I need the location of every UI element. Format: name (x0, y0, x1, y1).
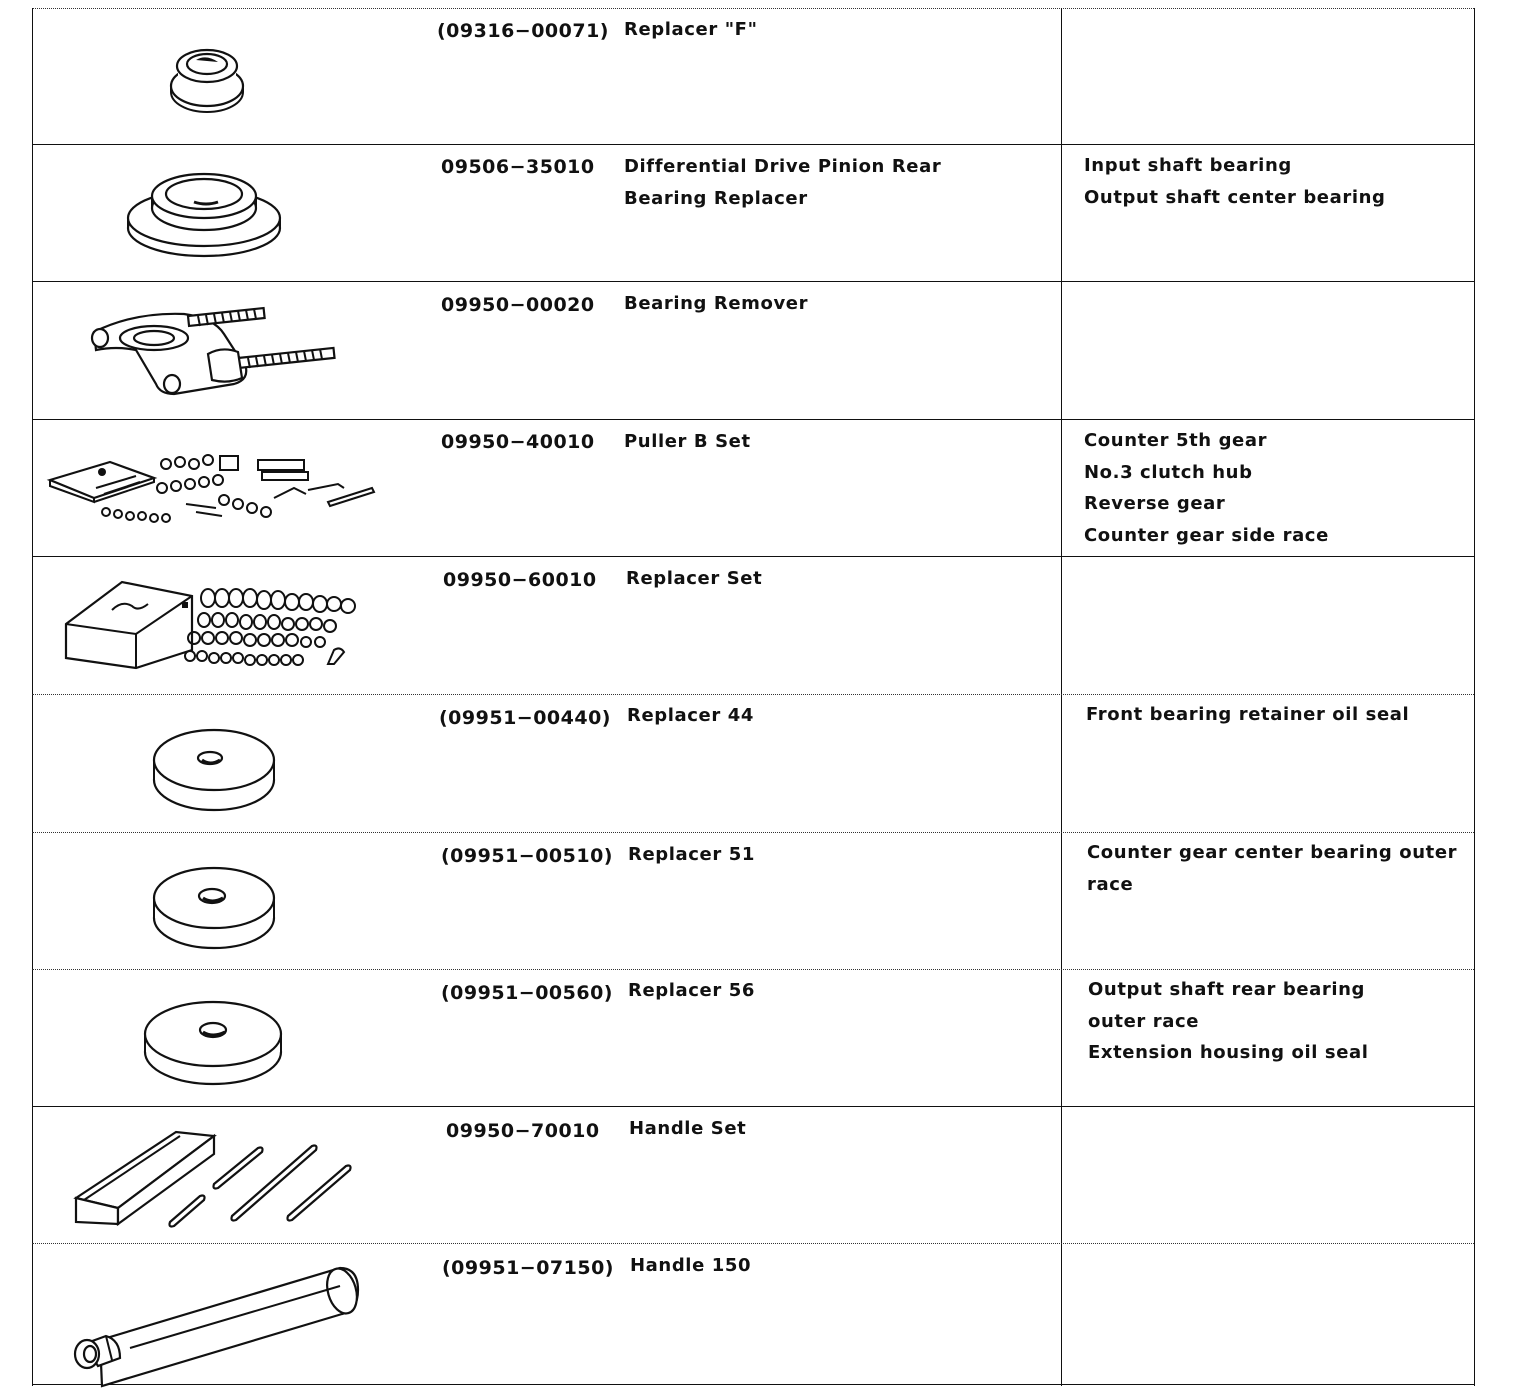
replacer-44-icon (152, 722, 278, 818)
replacer-51-icon (152, 860, 278, 956)
tool-name: Replacer 44 (627, 705, 754, 726)
row-divider-dotted (32, 832, 1474, 833)
tool-use-list: Input shaft bearing Output shaft center bearing (1084, 155, 1386, 208)
part-number: (09951−00440) (439, 707, 611, 729)
tool-use-list: Counter 5th gear No.3 clutch hub Reverse gear Counter gear side race (1084, 430, 1329, 546)
tool-name: Replacer 51 (628, 844, 755, 865)
row-divider-dotted (32, 694, 1474, 695)
row-divider (32, 556, 1474, 557)
tool-name: Puller B Set (624, 431, 751, 452)
differential-drive-pinion-rear-bearing-replacer-icon (124, 170, 284, 266)
puller-b-set-icon (46, 450, 376, 536)
part-number: 09506−35010 (441, 156, 595, 178)
part-number: 09950−70010 (446, 1120, 600, 1142)
part-number: (09951−00560) (441, 982, 613, 1004)
row-divider (32, 419, 1474, 420)
tool-use-list: Output shaft rear bearing outer race Extension housing oil seal (1088, 979, 1369, 1063)
part-number: 09950−60010 (443, 569, 597, 591)
tool-name: Replacer 56 (628, 980, 755, 1001)
tool-name: Replacer "F" (624, 19, 758, 40)
table-top-border (32, 8, 1474, 9)
part-number: 09950−40010 (441, 431, 595, 453)
row-divider-dotted (32, 969, 1474, 970)
bearing-remover-icon (88, 308, 338, 402)
tool-name: Handle Set (629, 1118, 747, 1139)
part-number: (09316−00071) (437, 20, 609, 42)
tool-name: Replacer Set (626, 568, 763, 589)
column-divider (1061, 8, 1062, 1386)
replacer-56-icon (143, 992, 285, 1092)
handle-150-icon (70, 1262, 360, 1376)
table-right-border (1474, 8, 1475, 1386)
row-divider-dotted (32, 1243, 1474, 1244)
replacer-set-icon (62, 580, 362, 676)
part-number: 09950−00020 (441, 294, 595, 316)
tool-name: Handle 150 (630, 1255, 752, 1276)
tool-name: Bearing Remover (624, 293, 809, 314)
tool-use-list: Counter gear center bearing outer race (1087, 842, 1458, 895)
replacer-f-icon (166, 44, 250, 114)
row-divider (32, 281, 1474, 282)
part-number: (09951−07150) (442, 1257, 614, 1279)
row-divider (32, 144, 1474, 145)
table-left-border (32, 8, 33, 1386)
tool-use-list: Front bearing retainer oil seal (1086, 704, 1410, 725)
table-bottom-border (32, 1384, 1474, 1385)
part-number: (09951−00510) (441, 845, 613, 867)
tool-name: Differential Drive Pinion Rear Bearing Replacer (624, 156, 942, 209)
row-divider (32, 1106, 1474, 1107)
handle-set-icon (74, 1130, 354, 1234)
